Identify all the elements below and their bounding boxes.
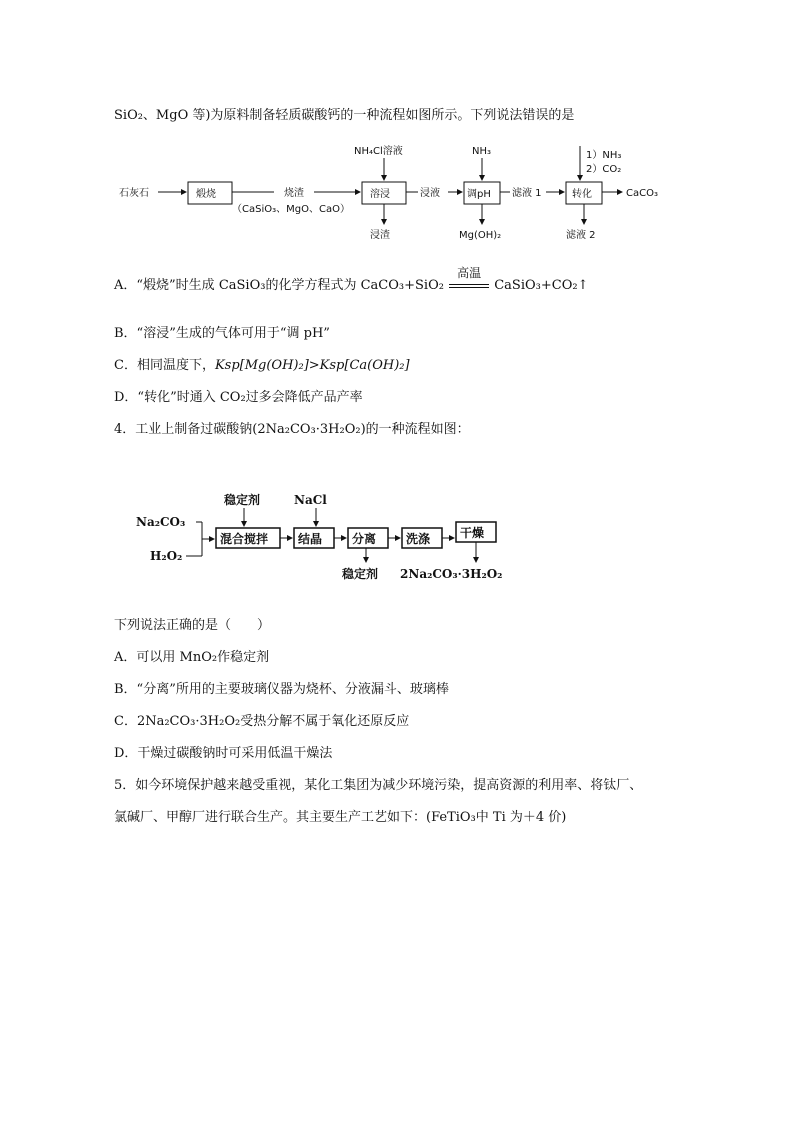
q4-option-d: D．干燥过碳酸钠时可采用低温干燥法: [114, 746, 333, 761]
q5-line2: 氯碱厂、甲醇厂进行联合生产。其主要生产工艺如下：(FeTiO₃中 Ti 为＋4 价): [114, 810, 567, 825]
flow-out3: Mg(OH)₂: [459, 230, 502, 241]
q5-line1: 5．如今环境保护越来越受重视，某化工集团为减少环境污染，提高资源的利用率、将钛厂、: [114, 778, 643, 793]
q3-option-a-cond-text: 高温: [457, 266, 482, 280]
q3-option-a-prefix: A．“煅烧”时生成 CaSiO₃的化学方程式为: [114, 278, 357, 293]
flow2-box1-label: 混合搅拌: [220, 532, 269, 546]
flow2-box5-label: 干燥: [460, 526, 485, 540]
q4-option-b: B．“分离”所用的主要玻璃仪器为烧杯、分液漏斗、玻璃棒: [114, 682, 449, 697]
flow-start: 石灰石: [119, 188, 149, 199]
flow-mid1: 烧渣: [284, 188, 304, 199]
flow-box1-label: 煅烧: [196, 189, 216, 200]
flow-reagent4b: 2）CO₂: [586, 164, 622, 175]
flow-box4-label: 转化: [572, 189, 592, 200]
q3-option-b: B．“溶浸”生成的气体可用于“调 pH”: [114, 326, 330, 341]
flow-mid2: 浸液: [420, 188, 440, 199]
q4-flow-diagram: [130, 482, 510, 582]
flow-box3-label: 调pH: [467, 189, 491, 200]
q3-option-a-condition: [448, 266, 490, 293]
equals-sign: [449, 284, 489, 288]
flow2-out5: 2Na₂CO₃·3H₂O₂: [400, 567, 503, 581]
q3-option-a: [114, 266, 589, 293]
q3-option-c-prefix: C．相同温度下，: [114, 358, 215, 373]
q3-option-c: [114, 354, 410, 373]
q3-option-c-expr: Ksp[Mg(OH)₂]>Ksp[Ca(OH)₂]: [214, 358, 410, 373]
flow-out2: 浸渣: [370, 230, 390, 241]
flow-reagent2: NH₄Cl溶液: [354, 146, 403, 157]
q4-option-a: A．可以用 MnO₂作稳定剂: [114, 650, 270, 665]
q3-option-a-right: CaSiO₃+CO₂↑: [494, 278, 589, 293]
q3-intro: SiO₂、MgO 等)为原料制备轻质碳酸钙的一种流程如图所示。下列说法错误的是: [114, 108, 575, 123]
q3-option-a-left: CaCO₃+SiO₂: [360, 278, 444, 293]
flow2-reagent1: 稳定剂: [224, 493, 261, 507]
flow-out4: 滤液 2: [566, 230, 596, 241]
flow2-box3-label: 分离: [352, 532, 377, 546]
flow2-in2: H₂O₂: [150, 549, 183, 563]
q4-stem: 4．工业上制备过碳酸钠(2Na₂CO₃·3H₂O₂)的一种流程如图：: [114, 422, 470, 437]
flow-reagent3: NH₃: [472, 146, 492, 157]
flow-mid1-sub: （CaSiO₃、MgO、CaO）: [232, 204, 350, 215]
flow-box2-label: 溶浸: [370, 189, 390, 200]
q3-option-d: D．“转化”时通入 CO₂过多会降低产品产率: [114, 390, 363, 405]
q3-flow-diagram: [114, 140, 674, 250]
flow2-box4-label: 洗涤: [406, 532, 431, 546]
flow-mid3: 滤液 1: [512, 188, 542, 199]
flow2-out3: 稳定剂: [342, 567, 379, 581]
flow2-reagent2: NaCl: [294, 493, 327, 507]
flow2-box2-label: 结晶: [298, 532, 323, 546]
q4-option-c: C．2Na₂CO₃·3H₂O₂受热分解不属于氧化还原反应: [114, 714, 410, 729]
flow-end: CaCO₃: [626, 188, 658, 199]
flow-reagent4a: 1）NH₃: [586, 150, 622, 161]
q4-question: 下列说法正确的是（ ）: [114, 618, 271, 633]
flow2-in1: Na₂CO₃: [136, 515, 186, 529]
